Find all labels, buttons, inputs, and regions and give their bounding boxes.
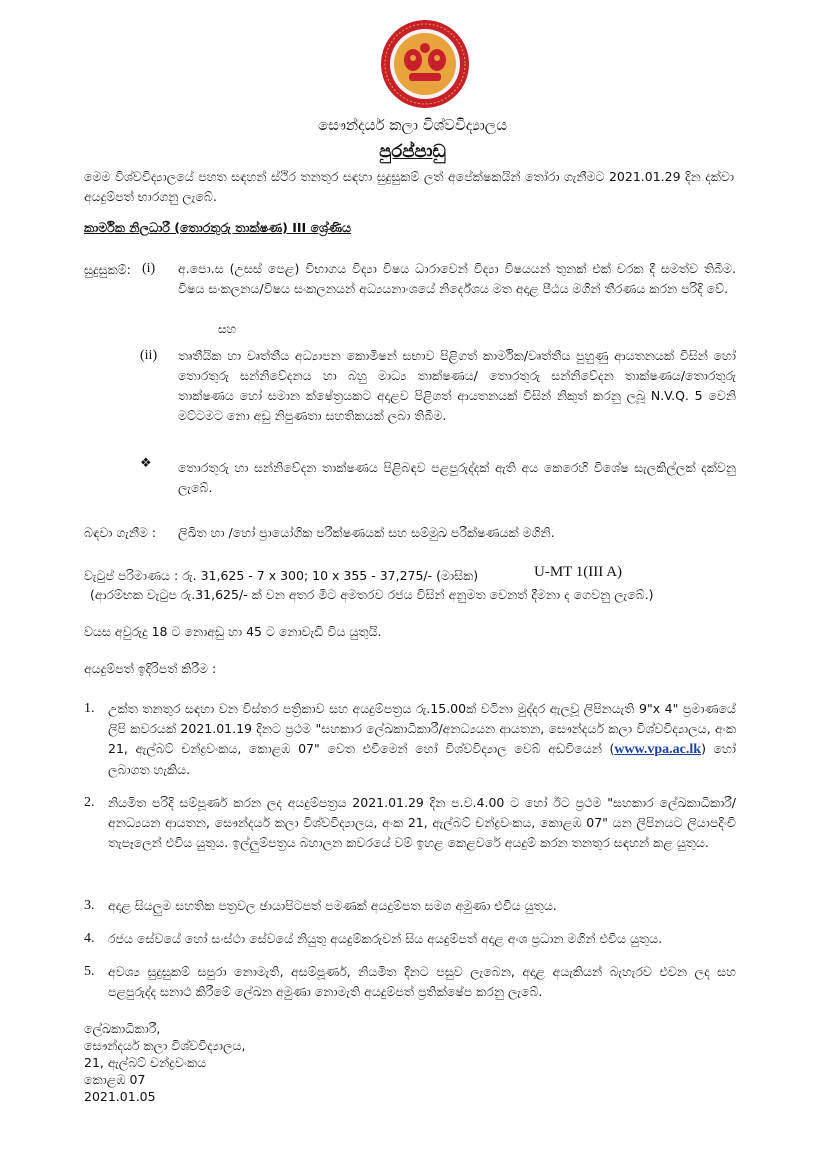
- post-title: [84, 218, 351, 238]
- signature-line-2: සෞන්දර්ය කලා විශ්වවිද්‍යාලය,: [84, 1038, 246, 1053]
- salary-code: U-MT 1(III A): [534, 564, 623, 580]
- signature-date: 2021.01.05: [84, 1089, 156, 1104]
- item-3-number: 3.: [84, 898, 95, 913]
- qualification-1-label: (i): [142, 261, 156, 276]
- experience-note: තොරතුරු හා සන්නිවේදන තාක්ෂණය පිළිබඳව පළපුරුද්දක් ඇති අය කෙරෙහි විශේෂ සැලකිල්ලක් දක්වනු ලැබේ.: [178, 460, 736, 495]
- qualification-1-text: අ.පො.ස (උසස් පෙළ) විභාගය විද්‍යා විෂය ධාරාවෙන් විද්‍යා විෂයයන් තුනක් එක් වරක දී සමත්ව තිබීම. විෂය සංකලනය/විෂය සංකලනයන් අධ්‍යයනාංශයේ නිර්දේශය මත අදාළ පීඨය මගින් තීරණය කරන පරිදි වේ.: [178, 261, 736, 296]
- age-requirement: වයස අවුරුදු 18 ට නොඅඩු හා 45 ට නොවැඩි විය යුතුයි.: [84, 624, 382, 639]
- university-name: සෞන්දර්ය කලා විශ්වවිද්‍යාලය: [317, 116, 508, 134]
- item-2-text: නියමිත පරිදි සම්පූර්ණ කරන ලද අයදුම්පත්‍රය 2021.01.29 දින ප.ව.4.00 ට හෝ ඊට ප්‍රථම "සහකාර ලේඛකාධිකාරී/ අනධ්‍යයන ආයතන, සෞන්දර්ය කලා විශ්වවිද්‍යාලය, අංක 21, ඇල්බට් චන්ද්‍රවංකය, කොළඹ 07" යන ලිපිනයට ලියාපදිංචි තැපෑලෙන් එවිය යුතුය. ඉල්ලුම්පත්‍රය බහාලන කවරයේ වම් ඉහළ කෙළවරේ අයදුම් කරන තනතුර සඳහන් කළ යුතුය.: [108, 795, 736, 850]
- item-3-text: අදාළ සියලුම සහතික පත්‍රවල ඡායාපිටපත් පමණක් අයදුම්පත සමග අමුණා එවිය යුතුය.: [108, 898, 557, 913]
- diamond-bullet-icon: ❖: [140, 456, 152, 471]
- page-title: පුරප්පාඩු: [379, 141, 446, 162]
- apply-heading: අයදුම්පත් ඉදිරිපත් කිරීම :: [84, 661, 217, 676]
- signature-line-4: කොළඹ 07: [84, 1072, 146, 1087]
- item-4-text: රජය සේවයේ හෝ සංස්ථා සේවයේ නියුතු අයදුම්කරුවන් සිය අයදුම්පත් අදාළ අංශ ප්‍රධාන මගින් එවිය යුතුය.: [108, 931, 663, 946]
- selection-label: බඳවා ගැනීම :: [84, 525, 157, 540]
- qualifications-label: සුදුසුකම්:: [84, 262, 131, 277]
- item-2-number: 2.: [84, 795, 95, 810]
- university-logo: [379, 18, 471, 110]
- post-title-text: කාර්මික නිලධාරී (තොරතුරු තාක්ෂණ) III ශ්‍රේණිය: [84, 220, 352, 235]
- signature-block: [84, 1020, 246, 1105]
- and-text: සහ: [218, 322, 237, 336]
- selection-text: ලිඛිත හා /හෝ ප්‍රායෝගික පරීක්ෂණයක් සහ සම්මුඛ පරීක්ෂණයක් මගිනි.: [178, 525, 555, 540]
- item-1-text: [108, 699, 736, 780]
- item-1-text-before: උක්ත තනතුර සඳහා වන විස්තර පත්‍රිකාව සහ අයදුම්පත්‍රය රු.15.00ක් වටිනා මුද්දර ඇලවූ ලිපිනයැති 9"x 4" ප්‍රමාණයේ ලිපි කවරයක් 2021.01.19 දිනට ප්‍රථම "සහකාර ලේඛකාධිකාරී/අනධ්‍යයන ආයතන, සෞන්දර්ය කලා විශ්වවිද්‍යාලය, අංක 21, ඇල්බට් චන්ද්‍රවංකය, කොළඹ 07" වෙත එවීමෙන් හෝ විශ්වවිද්‍යාල වෙබ් අඩවියෙන් (: [108, 701, 736, 756]
- qualification-2-label: (ii): [140, 348, 158, 363]
- qualification-2-text: තෘතීයික හා වෘත්තීය අධ්‍යාපන කොමිෂන් සභාව පිළිගත් කාර්මික/වෘත්තීය පුහුණු ආයතනයක් විසින් හෝ තොරතුරු සන්නිවේදනය හා බහු මාධ්‍ය තාක්ෂණය/ තොරතුරු සන්නිවේදන තාක්ෂණය/තොරතුරු තාක්ෂණය හෝ සමාන ක්ෂේත්‍රයකට අදාළව පිළිගත් ආයතනයක් විසින් නිකුත් කරනු ලබූ N.V.Q. 5 වෙනි මට්ටමට නො අඩු නිපුණතා සහතිකයක් ලබා තිබීම.: [178, 348, 736, 423]
- item-5-number: 5.: [84, 964, 95, 979]
- salary-note: (ආරම්භක වැටුප රු.31,625/- ක් වන අතර මීට අමතරව රජය විසින් අනුමත වෙනත් දීමනා ද ගෙවනු ලැබේ.): [90, 587, 654, 602]
- item-1-number: 1.: [84, 701, 95, 716]
- website-link[interactable]: www.vpa.ac.lk: [614, 742, 702, 757]
- salary-scale: වැටුප් පරිමාණය : රු. 31,625 - 7 x 300; 10 x 355 - 37,275/- (මාසික): [84, 568, 479, 583]
- signature-line-3: 21, ඇල්බට් චන්ද්‍රවංකය: [84, 1055, 207, 1070]
- item-4-number: 4.: [84, 931, 95, 946]
- item-5-text: අවශ්‍ය සුදුසුකම් සපුරා නොමැති, අසම්පූර්ණ, නියමිත දිනට පසුව ලැබෙන, අදාළ අයැකියන් බැහැරව එවන ලද සහ පළපුරුද්ද සනාථ කිරීමේ ලේඛන අමුණා නොමැති අයදුම්පත් ප්‍රතික්ෂේප කරනු ලැබේ.: [108, 964, 736, 999]
- intro-paragraph: මෙම විශ්වවිද්‍යාලයේ පහත සඳහන් ස්ථිර තනතුර සඳහා සුදුසුකම් ලත් අපේක්ෂකයින් තෝරා ගැනීමට 2021.01.29 දින දක්වා අයදුම්පත් භාරගනු ලැබේ.: [84, 169, 734, 204]
- signature-line-1: ලේඛකාධිකාරී,: [84, 1021, 161, 1036]
- item-1-text-after: ) හෝ ලබාගත හැකිය.: [108, 741, 736, 777]
